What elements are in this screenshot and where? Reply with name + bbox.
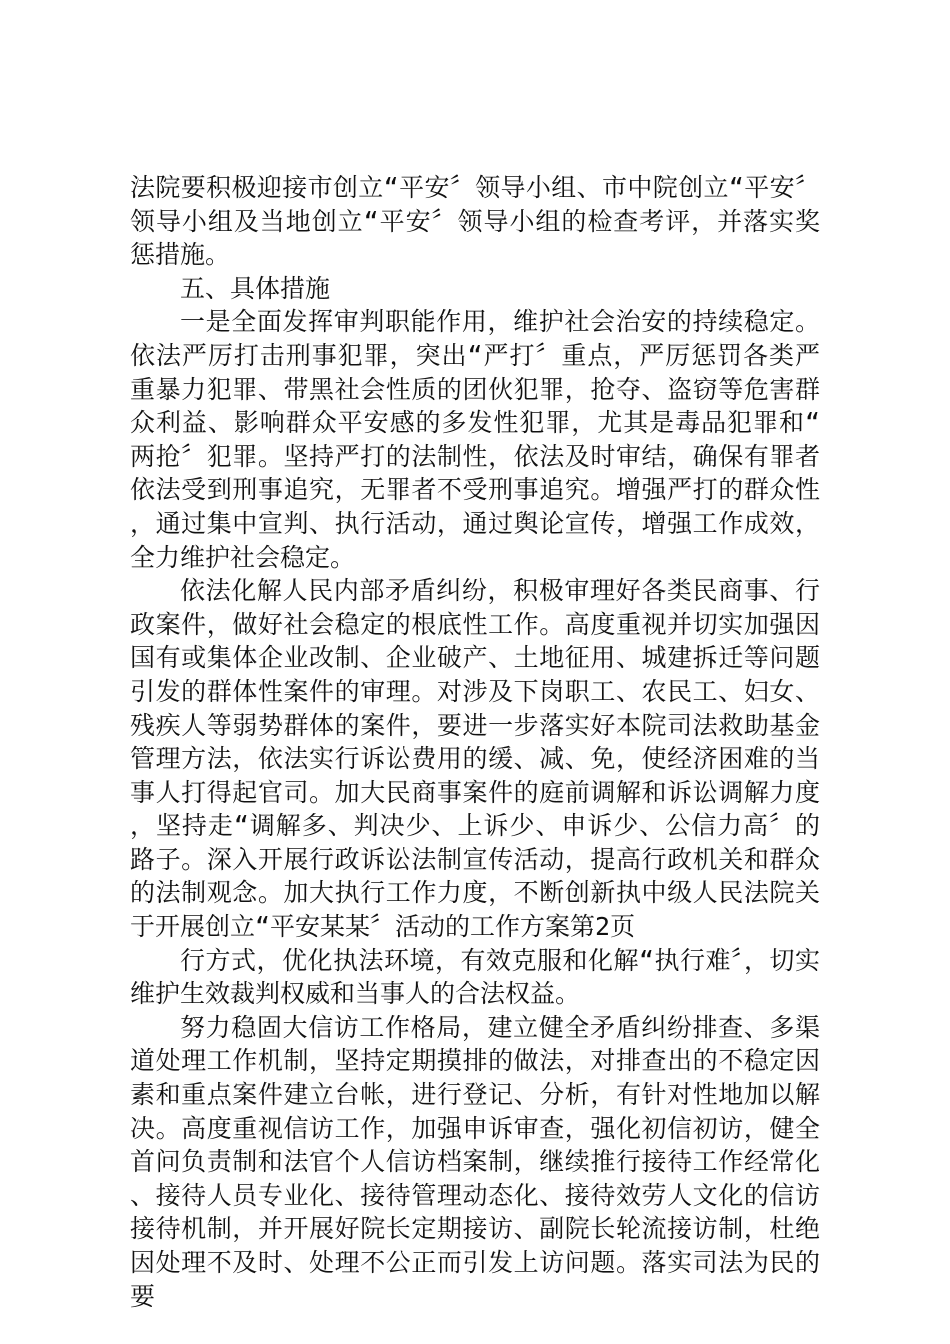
paragraph: 依法化解人民内部矛盾纠纷，积极审理好各类民商事、行政案件，做好社会稳定的根底性工作。高度重视并切实加强因国有或集体企业改制、企业破产、土地征用、城建拆迁等问题引发的群体性案件的审理。对涉及下岗职工、农民工、妇女、残疾人等弱势群体的案件，要进一步落实好本院司法救助基金管理方法，依法实行诉讼费用的缓、减、免，使经济困难的当事人打得起官司。加大民商事案件的庭前调解和诉讼调解力度，坚持走“调解多、判决少、上诉少、申诉少、公信力高〞的路子。深入开展行政诉讼法制宣传活动，提高行政机关和群众的法制观念。加大执行工作力度，不断创新执中级人民法院关于开展创立“平安某某〞活动的工作方案第2页 [130, 576, 820, 942]
paragraph: 行方式，优化执法环境，有效克服和化解“执行难〞，切实维护生效裁判权威和当事人的合法权益。 [130, 945, 820, 1009]
section-heading: 五、具体措施 [180, 273, 331, 303]
paragraph: 一是全面发挥审判职能作用，维护社会治安的持续稳定。依法严厉打击刑事犯罪，突出“严打〞重点，严厉惩罚各类严重暴力犯罪、带黑社会性质的团伙犯罪，抢夺、盗窃等危害群众利益、影响群众平安感的多发性犯罪，尤其是毒品犯罪和“两抢〞犯罪。坚持严打的法制性，依法及时审结，确保有罪者依法受到刑事追究，无罪者不受刑事追究。增强严打的群众性，通过集中宣判、执行活动，通过舆论宣传，增强工作成效，全力维护社会稳定。 [130, 307, 820, 572]
paragraph-continuation: 法院要积极迎接市创立“平安〞领导小组、市中院创立“平安〞领导小组及当地创立“平安〞领导小组的检查考评，并落实奖惩措施。 [130, 173, 820, 270]
document-body [130, 171, 820, 1313]
paragraph: 努力稳固大信访工作格局，建立健全矛盾纠纷排查、多渠道处理工作机制，坚持定期摸排的做法，对排查出的不稳定因素和重点案件建立台帐，进行登记、分析，有针对性地加以解决。高度重视信访工作，加强申诉审查，强化初信初访，健全首问负责制和法官个人信访档案制，继续推行接待工作经常化、接待人员专业化、接待管理动态化、接待效劳人文化的信访接待机制，并开展好院长定期接访、副院长轮流接访制，杜绝因处理不及时、处理不公正而引发上访问题。落实司法为民的要 [130, 1012, 820, 1311]
